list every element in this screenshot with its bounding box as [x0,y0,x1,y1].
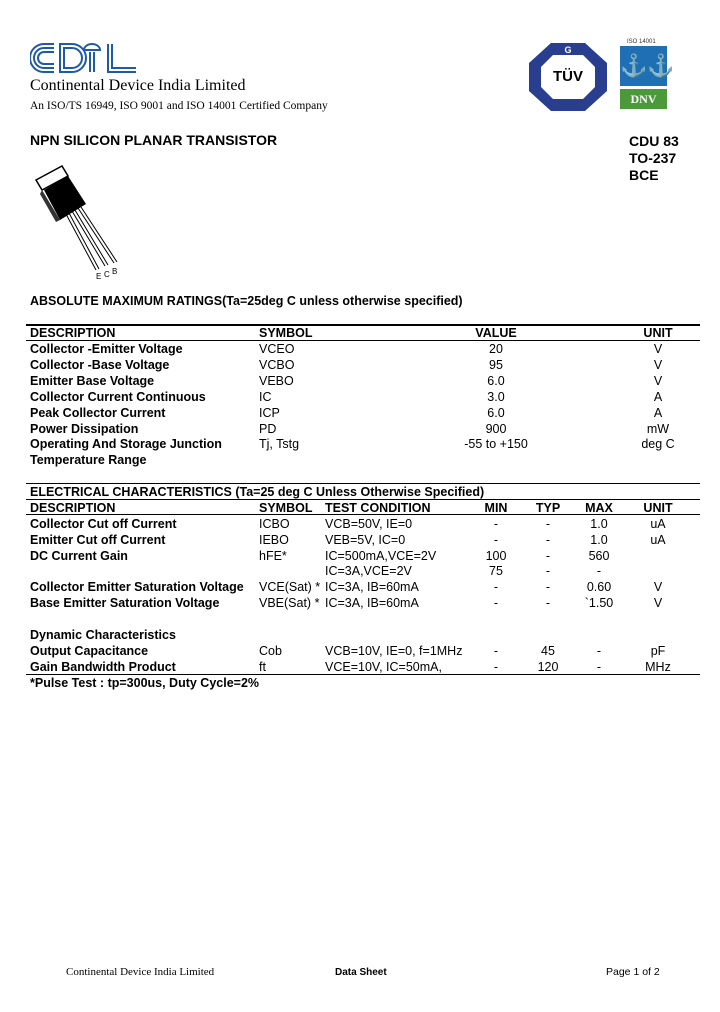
cell-min: - [493,532,499,547]
cell-symbol: Tj, Tstg [259,437,300,452]
pin-label-e: E [96,272,102,281]
cell-symbol: IEBO [259,532,289,547]
cell-description: Peak Collector Current [30,405,166,420]
cell-unit: uA [650,517,666,531]
header-symbol: SYMBOL [259,326,313,340]
cell-max: - [596,564,602,579]
cell-min: - [493,659,499,674]
product-title: NPN SILICON PLANAR TRANSISTOR [30,132,278,148]
cell-description: Emitter Cut off Current [30,532,166,547]
header-test-condition: TEST CONDITION [325,501,431,515]
cell-unit: V [653,357,663,372]
cell-unit: mW [646,421,670,436]
certification-text: An ISO/TS 16949, ISO 9001 and ISO 14001 Certified Company [30,100,328,112]
cell-typ: - [545,596,551,610]
part-number: CDU 83 [629,133,679,149]
cell-symbol: VCE(Sat) * [259,580,321,595]
cell-symbol: VEBO [259,373,294,388]
header-max: MAX [585,501,613,515]
cell-description: Gain Bandwidth Product [30,659,176,674]
divider [26,674,700,675]
dnv-text: DNV [620,89,667,109]
cell-typ: 120 [537,659,559,674]
cell-typ: - [545,532,551,547]
cell-max: 1.0 [590,532,608,547]
cell-max: `1.50 [584,596,614,610]
cell-unit: uA [650,532,666,547]
cell-test-condition: IC=3A,VCE=2V [325,564,412,579]
cell-description: Collector -Emitter Voltage [30,342,183,356]
cell-unit: A [653,405,663,420]
pin-label-b: B [112,267,118,276]
cell-min: 100 [485,548,507,563]
cell-description: DC Current Gain [30,548,128,563]
cell-description: Collector Cut off Current [30,517,177,531]
cell-value: 6.0 [487,373,505,388]
footnote: *Pulse Test : tp=300us, Duty Cycle=2% [30,676,260,690]
cell-min: - [493,580,499,595]
dnv-caption: ISO 14001 [627,39,656,45]
cell-min: - [493,644,499,658]
cell-symbol: VCBO [259,357,295,372]
header-description: DESCRIPTION [30,501,116,515]
cell-value: 3.0 [487,389,505,404]
cell-symbol: hFE* [259,548,287,563]
cell-symbol: ft [259,659,266,674]
cell-value: 6.0 [487,405,505,420]
footer-doc-type: Data Sheet [335,967,387,978]
cell-max: - [596,659,602,674]
cell-min: 75 [489,564,503,579]
cell-unit: V [653,596,663,610]
cell-symbol: ICP [259,405,280,420]
cell-max: 1.0 [590,517,608,531]
cell-description: Collector Current Continuous [30,389,206,404]
footer-page: Page 1 of 2 [606,966,660,978]
package-type: TO-237 [629,150,677,166]
cell-unit: V [653,342,663,356]
svg-text:G: G [564,45,572,55]
cell-test-condition: IC=500mA,VCE=2V [325,548,437,563]
abs-max-title: ABSOLUTE MAXIMUM RATINGS(Ta=25deg C unless otherwise specified) [30,294,463,308]
cell-description: Collector Emitter Saturation Voltage [30,580,244,595]
cell-max: - [596,644,602,658]
cell-max: 0.60 [586,580,612,595]
header-typ: TYP [535,501,561,515]
cell-typ: 45 [541,644,555,658]
pinout: BCE [629,167,659,183]
cell-max: 560 [588,548,610,563]
cell-typ: - [545,580,551,595]
footer-company: Continental Device India Limited [66,966,215,978]
cell-test-condition: VEB=5V, IC=0 [325,532,406,547]
divider [26,324,700,326]
cell-symbol: PD [259,421,277,436]
header-unit: UNIT [643,501,673,515]
anchor-icon: ⚓⚓ [620,46,667,86]
cell-unit: A [653,389,663,404]
cell-typ: - [545,548,551,563]
dnv-logo [620,46,675,109]
cell-symbol: ICBO [259,517,290,531]
cell-description: Base Emitter Saturation Voltage [30,596,220,610]
cell-unit: V [653,373,663,388]
cell-description: Power Dissipation [30,421,139,436]
cell-symbol: IC [259,389,272,404]
header-min: MIN [484,501,508,515]
cell-min: - [493,517,499,531]
cell-typ: - [545,517,551,531]
transistor-package-image [34,162,124,277]
cell-min: - [493,596,499,610]
cell-value: 900 [485,421,507,436]
divider [26,340,700,341]
cdil-logo [30,40,138,81]
svg-text:TÜV: TÜV [553,68,583,85]
cell-unit: pF [650,644,666,658]
cell-symbol: VCEO [259,342,295,356]
cell-unit: MHz [645,659,671,674]
header-value: VALUE [475,326,517,340]
cell-value: 95 [489,357,503,372]
divider [26,499,700,500]
cell-test-condition: VCB=10V, IE=0, f=1MHz [325,644,463,658]
cell-unit: V [653,580,663,595]
header-description: DESCRIPTION [30,326,116,340]
company-name: Continental Device India Limited [30,77,246,94]
tuv-logo [529,43,607,116]
pin-label-c: C [104,270,110,279]
cell-test-condition: VCE=10V, IC=50mA, [325,659,442,674]
header-symbol: SYMBOL [259,501,313,515]
cell-description: Collector -Base Voltage [30,357,170,372]
cell-test-condition: IC=3A, IB=60mA [325,596,419,610]
cell-unit: deg C [641,437,675,452]
cell-value: -55 to +150 [464,437,528,452]
header-unit: UNIT [643,326,673,340]
cell-symbol: Cob [259,644,282,658]
divider [26,483,700,484]
cell-typ: - [545,564,551,579]
cell-test-condition: VCB=50V, IE=0 [325,517,413,531]
cell-description: Emitter Base Voltage [30,373,155,388]
cell-symbol: VBE(Sat) * [259,596,320,610]
cell-test-condition: IC=3A, IB=60mA [325,580,419,595]
electrical-title: ELECTRICAL CHARACTERISTICS (Ta=25 deg C Unless Otherwise Specified) [30,485,485,499]
cell-description: Operating And Storage Junction [30,437,222,452]
cell-description: Temperature Range [30,453,147,468]
cell-value: 20 [489,342,503,356]
dynamic-title: Dynamic Characteristics [30,628,176,642]
cell-description: Output Capacitance [30,644,149,658]
